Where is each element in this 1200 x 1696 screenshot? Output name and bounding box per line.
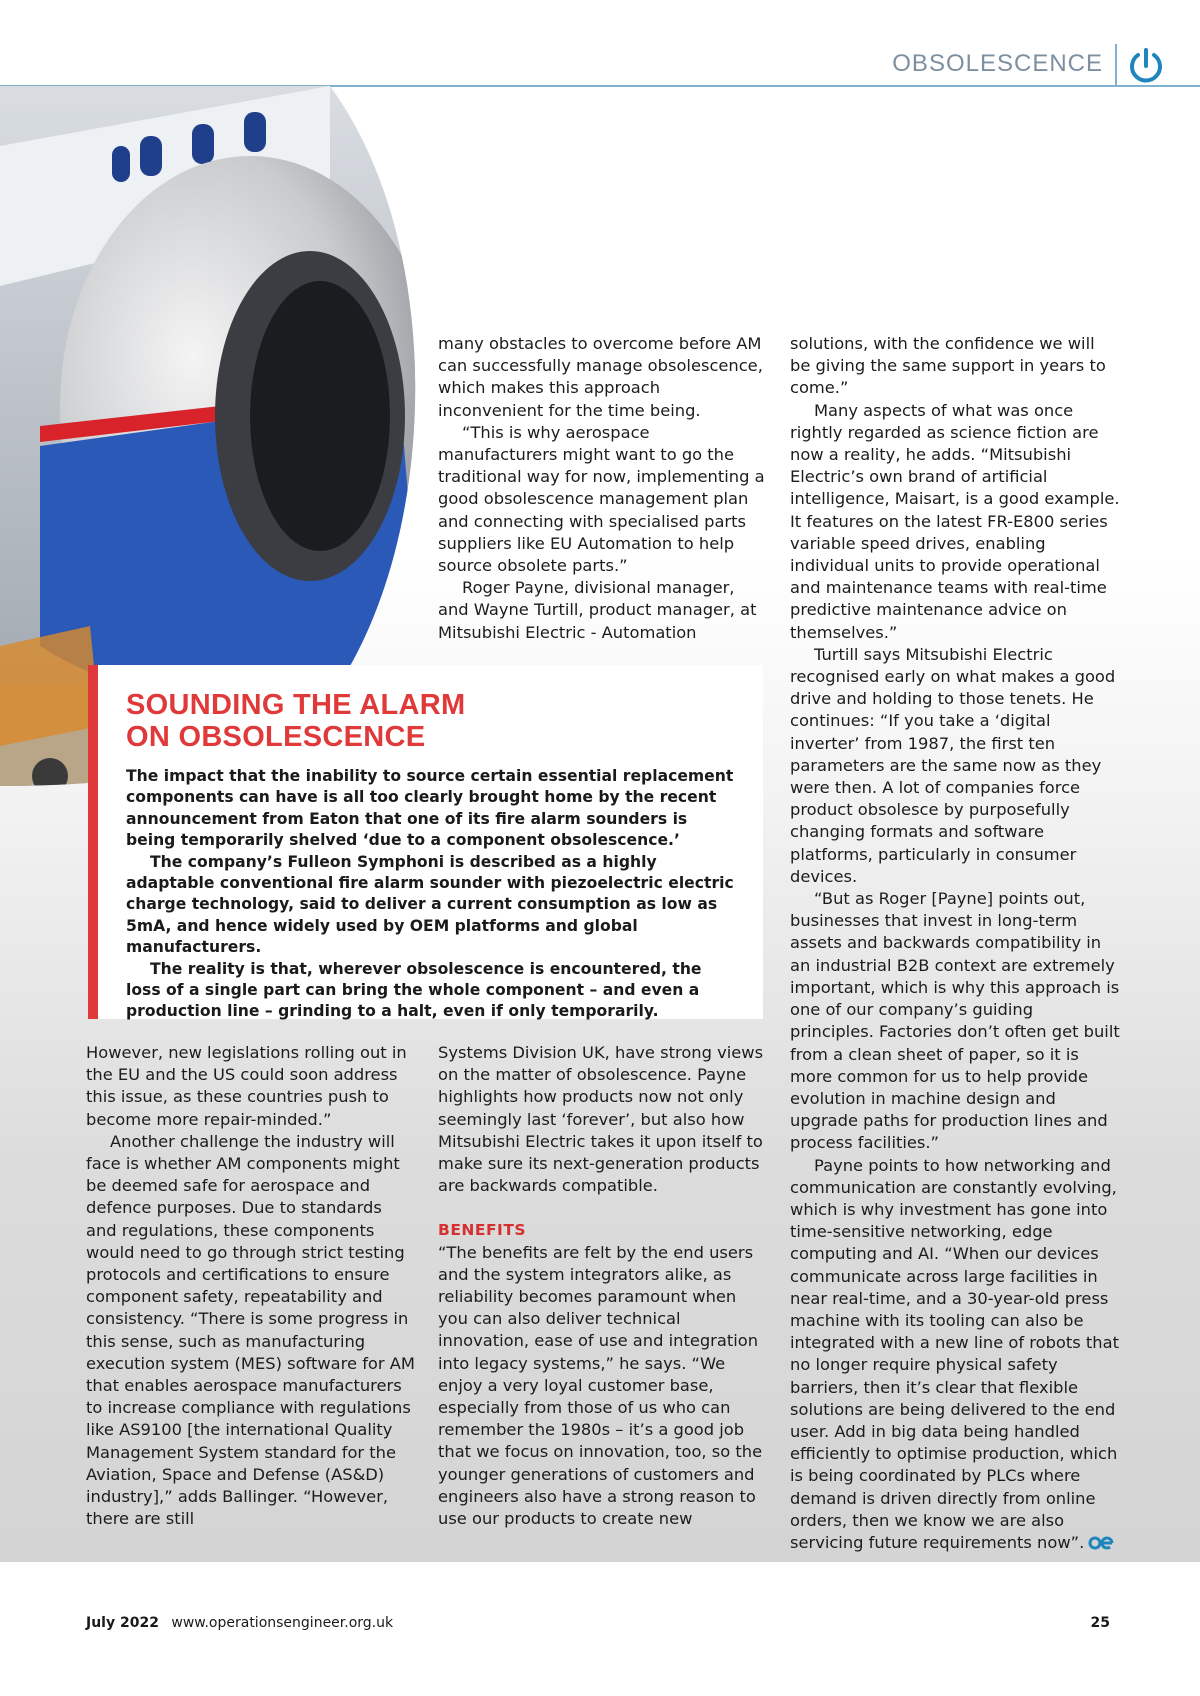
paragraph: Many aspects of what was once rightly regarded as science fiction are now a reality, he adds. “Mitsubishi Electric’s own brand of artificial intelligence, Maisart, is a good example. It features on the latest FR-E800 series variable speed drives, enabling individual units to provide operational and maintenance teams with real-time predictive maintenance advice on themselves.”	[790, 400, 1120, 642]
paragraph: Systems Division UK, have strong views on the matter of obsolescence. Payne highlights how products now not only seemingly last ‘forever’, but also how Mitsubishi Electric takes it upon itself to make sure its next-generation products are backwards compatible.	[438, 1043, 764, 1196]
paragraph: Turtill says Mitsubishi Electric recognised early on what makes a good drive and holding to those tenets. He continues: “If you take a ‘digital inverter’ from 1987, the first ten parameters are the same now as they were then. A lot of companies force product obsolesce by purposefully changing formats and software platforms, particularly in consumer devices.	[790, 644, 1116, 886]
paragraph: However, new legislations rolling out in the EU and the US could soon address this issue, as these countries push to become more repair-minded.”	[86, 1043, 407, 1129]
article-column-c	[790, 333, 1120, 1554]
sidebar-paragraph: The company’s Fulleon Symphoni is described as a highly adaptable conventional fire alarm sounder with piezoelectric electric charge technology, said to deliver a current consumption as low as 5mA, and hence widely used by OEM platforms and global manufacturers.	[126, 852, 734, 957]
paragraph: “This is why aerospace manufacturers might want to go the traditional way for now, implementing a good obsolescence management plan and connecting with specialised parts suppliers like EU Automation to help source obsolete parts.”	[438, 422, 765, 576]
sidebar-title	[126, 689, 646, 753]
paragraph: Another challenge the industry will face is whether AM components might be deemed safe for aerospace and defence purposes. Due to standards and regulations, these components would need to go through strict testing protocols and certifications to ensure component safety, repeatability and consistency. “There is some progress in this sense, such as manufacturing execution system (MES) software for AM that enables aerospace manufacturers to increase compliance with regulations like AS9100 [the international Quality Management System standard for the Aviation, Space and Defense (AS&D) industry],” adds Ballinger. “However, there are still	[86, 1131, 415, 1529]
header-divider	[1115, 44, 1117, 86]
sidebar-title-line: SOUNDING THE ALARM	[126, 689, 466, 721]
sidebar-box	[88, 665, 763, 1019]
paragraph-text: Payne points to how networking and communication are constantly evolving, which is why investment has gone into time-sensitive networking, edge computing and AI. “When our devices communicate across large facilities in near real-time, and a 30-year-old press machine with its tooling can also be integrated with a new line of robots that no longer require physical safety barriers, then it’s clear that flexible solutions are being delivered to the end user. Add in big data being handled efficiently to optimise production, which is being coordinated by PLCs where demand is driven directly from online orders, then we know we are also servicing future requirements now”.	[790, 1155, 1119, 1552]
page-number: 25	[1090, 1615, 1110, 1631]
paragraph: solutions, with the confidence we will be giving the same support in years to come.”	[790, 334, 1106, 398]
sidebar-title-line: ON OBSOLESCENCE	[126, 721, 426, 753]
article-column-b-bottom	[438, 1042, 768, 1530]
article-column-a-bottom	[86, 1042, 416, 1530]
paragraph-final	[790, 1155, 1120, 1555]
article-column-a-top	[438, 333, 768, 644]
website-link[interactable]: www.operationsengineer.org.uk	[171, 1615, 394, 1631]
paragraph: “But as Roger [Payne] points out, businesses that invest in long-term assets and backwards compatibility in an industrial B2B context are extremely important, which is why this approach is one of our company’s guiding principles. Factories don’t often get built from a clean sheet of paper, so it is more common for us to help provide evolution in machine design and upgrade paths for production lines and process facilities.”	[790, 889, 1120, 1153]
benefits-heading: BENEFITS	[438, 1221, 527, 1240]
paragraph: “The benefits are felt by the end users and the system integrators alike, as reliability becomes paramount when you can also deliver technical innovation, ease of use and integration into legacy systems,” he says. “We enjoy a very loyal customer base, especially from those of us who can remember the 1980s – it’s a good job that we focus on innovation, too, so the younger generations of customers and engineers also have a strong reason to use our products to create new	[438, 1242, 763, 1529]
oe-logo-icon	[1088, 1536, 1114, 1550]
paragraph: Roger Payne, divisional manager, and Wayne Turtill, product manager, at Mitsubishi Electric - Automation	[438, 578, 757, 642]
sidebar-body	[126, 766, 736, 1023]
issue-date: July 2022	[86, 1615, 159, 1631]
sidebar-paragraph: The impact that the inability to source certain essential replacement components can have is all too clearly brought home by the recent announcement from Eaton that one of its fire alarm sounders is being temporarily shelved ‘due to a component obsolescence.’	[126, 767, 734, 850]
sidebar-accent-bar	[88, 665, 98, 1019]
section-title: OBSOLESCENCE	[892, 50, 1103, 77]
footer	[86, 1615, 393, 1631]
paragraph: many obstacles to overcome before AM can successfully manage obsolescence, which makes this approach inconvenient for the time being.	[438, 334, 763, 420]
sidebar-paragraph: The reality is that, wherever obsolescence is encountered, the loss of a single part can bring the whole component – and even a production line – grinding to a halt, even if only temporarily.	[126, 959, 702, 1021]
power-icon	[1127, 46, 1165, 86]
